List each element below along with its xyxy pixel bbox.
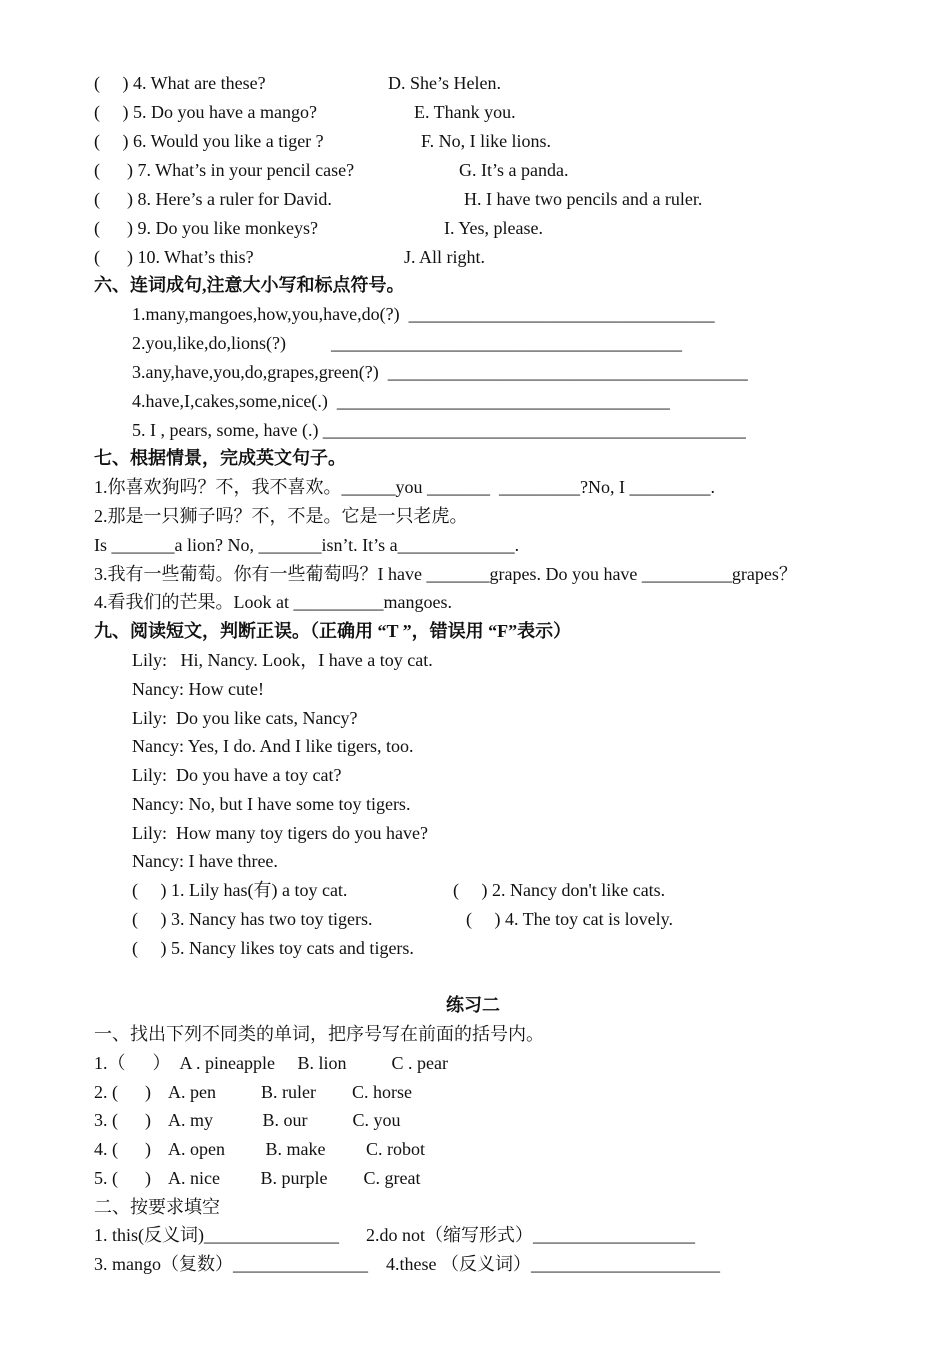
odd-one-out-item: 1.（ ） A . pineapple B. lion C . pear <box>94 1053 448 1073</box>
odd-one-out-item: 2. ( ) A. pen B. ruler C. horse <box>94 1082 412 1102</box>
sentence-item: 1.many,mangoes,how,you,have,do(?) __________________________________ <box>132 304 715 324</box>
fill-line: 3. mango（复数）_______________ 4.these （反义词）_____________________ <box>94 1254 720 1274</box>
match-question: ( ) 6. Would you like a tiger ? <box>94 131 324 151</box>
match-question: ( ) 4. What are these? <box>94 73 266 93</box>
fill-line: 4.看我们的芒果。Look at __________mangoes. <box>94 592 452 612</box>
sentence-item: 4.have,I,cakes,some,nice(.) _____________________________________ <box>132 391 670 411</box>
match-question: ( ) 9. Do you like monkeys? <box>94 218 318 238</box>
section-heading: 二、按要求填空 <box>94 1197 220 1217</box>
section-heading: 六、连词成句,注意大小写和标点符号。 <box>94 275 405 295</box>
match-answer: E. Thank you. <box>414 102 516 122</box>
dialogue-line: Nancy: Yes, I do. And I like tigers, too. <box>132 736 414 756</box>
match-answer: I. Yes, please. <box>444 218 543 238</box>
dialogue-line: Lily: Do you like cats, Nancy? <box>132 708 358 728</box>
odd-one-out-item: 4. ( ) A. open B. make C. robot <box>94 1139 425 1159</box>
sentence-item: 5. I , pears, some, have (.) _______________________________________________ <box>132 420 746 440</box>
section-heading: 九、阅读短文，判断正误。（正确用 “T ”，错误用 “F”表示） <box>94 621 572 641</box>
fill-line: 2.那是一只狮子吗？不，不是。它是一只老虎。 <box>94 506 468 526</box>
match-answer: H. I have two pencils and a ruler. <box>464 189 703 209</box>
match-question: ( ) 5. Do you have a mango? <box>94 102 317 122</box>
match-answer: F. No, I like lions. <box>421 131 552 151</box>
judge-item: ( ) 5. Nancy likes toy cats and tigers. <box>132 938 414 958</box>
dialogue-line: Nancy: How cute! <box>132 679 264 699</box>
dialogue-line: Nancy: I have three. <box>132 851 278 871</box>
fill-line: 3.我有一些葡萄。你有一些葡萄吗？I have _______grapes. Do you have __________grapes？ <box>94 564 797 584</box>
match-question: ( ) 8. Here’s a ruler for David. <box>94 189 332 209</box>
odd-one-out-item: 5. ( ) A. nice B. purple C. great <box>94 1168 421 1188</box>
dialogue-line: Lily: How many toy tigers do you have? <box>132 823 428 843</box>
match-question: ( ) 10. What’s this? <box>94 247 254 267</box>
judge-item: ( ) 2. Nancy don't like cats. <box>453 880 666 900</box>
sentence-item: 3.any,have,you,do,grapes,green(?) ________________________________________ <box>132 362 748 382</box>
judge-item: ( ) 1. Lily has(有) a toy cat. <box>132 880 348 900</box>
odd-one-out-item: 3. ( ) A. my B. our C. you <box>94 1110 401 1130</box>
dialogue-line: Lily: Hi, Nancy. Look，I have a toy cat. <box>132 650 433 670</box>
sentence-item: 2.you,like,do,lions(?) _______________________________________ <box>132 333 682 353</box>
section-heading: 一、找出下列不同类的单词，把序号写在前面的括号内。 <box>94 1024 544 1044</box>
fill-line: 1. this(反义词)_______________ 2.do not（缩写形式）__________________ <box>94 1225 695 1245</box>
dialogue-line: Lily: Do you have a toy cat? <box>132 765 342 785</box>
judge-item: ( ) 3. Nancy has two toy tigers. <box>132 909 373 929</box>
match-answer: J. All right. <box>404 247 486 267</box>
practice-title: 练习二 <box>446 995 500 1015</box>
fill-line: 1.你喜欢狗吗？不，我不喜欢。______you _______ _________?No, I _________. <box>94 477 715 497</box>
judge-item: ( ) 4. The toy cat is lovely. <box>466 909 673 929</box>
fill-line: Is _______a lion? No, _______isn’t. It’s a_____________. <box>94 535 520 555</box>
match-answer: D. She’s Helen. <box>388 73 501 93</box>
match-question: ( ) 7. What’s in your pencil case? <box>94 160 355 180</box>
match-answer: G. It’s a panda. <box>459 160 569 180</box>
dialogue-line: Nancy: No, but I have some toy tigers. <box>132 794 411 814</box>
section-heading: 七、根据情景，完成英文句子。 <box>94 448 346 468</box>
